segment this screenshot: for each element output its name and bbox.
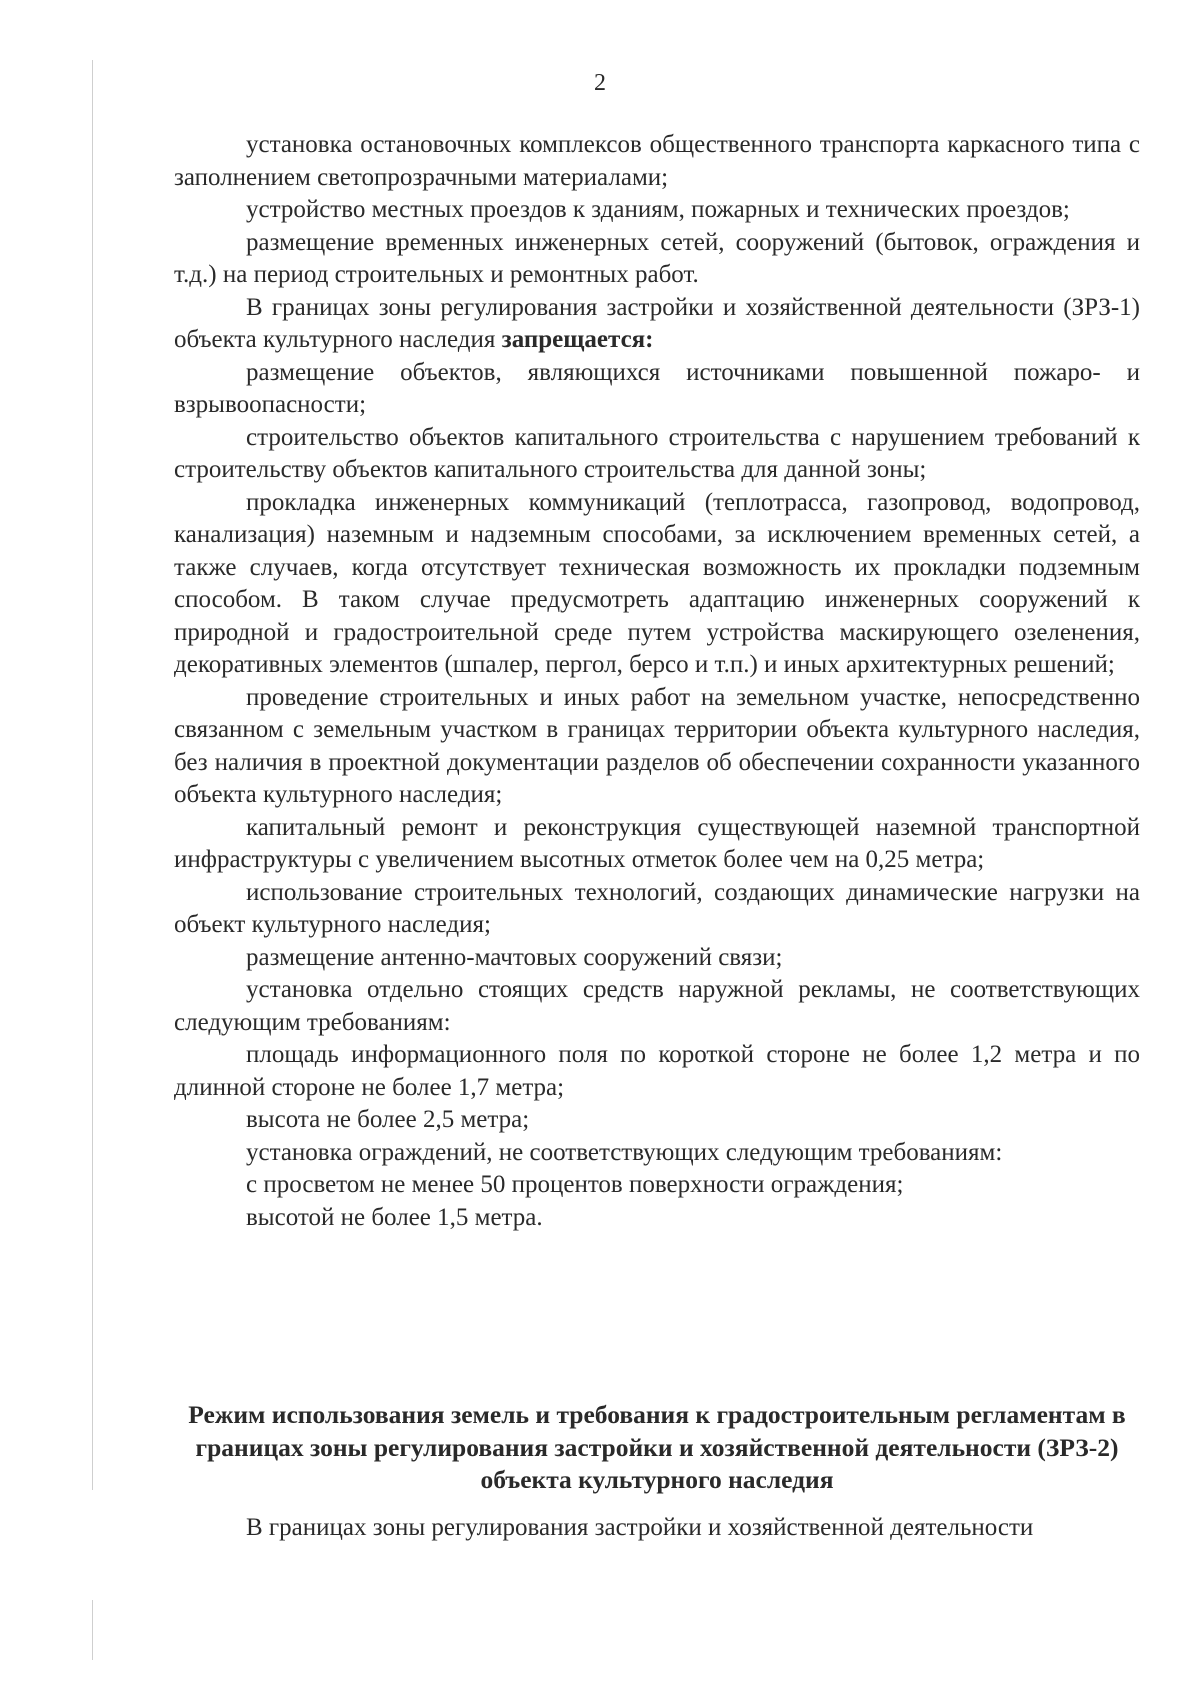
paragraph: капитальный ремонт и реконструкция существующей наземной транспортной инфраструктуры с увеличением высотных отметок более чем на 0,25 метра; (174, 813, 1140, 873)
paragraph: использование строительных технологий, создающих динамические нагрузки на объект культурного наследия; (174, 878, 1140, 938)
page-edge-lower (92, 1600, 93, 1660)
paragraph: устройство местных проездов к зданиям, пожарных и технических проездов; (246, 196, 1070, 223)
emphasis-prohibited: запрещается: (501, 326, 654, 353)
page-edge-upper (92, 60, 93, 1490)
paragraph: установка ограждений, не соответствующих следующим требованиям: (246, 1138, 1003, 1166)
paragraph: размещение временных инженерных сетей, сооружений (бытовок, ограждения и т.д.) на период строительных и ремонтных работ. (174, 228, 1140, 288)
page-number: 2 (594, 70, 606, 96)
paragraph: установка отдельно стоящих средств наружной рекламы, не соответствующих следующим требованиям: (174, 976, 1140, 1036)
paragraph: проведение строительных и иных работ на земельном участке, непосредственно связанном с земельным участком в границах территории объекта культурного наследия, без наличия в проектной документации разделов об обеспечении сохранности указанного объекта культурного наследия; (174, 683, 1140, 808)
paragraph: строительство объектов капитального строительства с нарушением требований к строительству объектов капитального строительства для данной зоны; (174, 423, 1140, 483)
paragraph: площадь информационного поля по короткой стороне не более 1,2 метра и по длинной стороне не более 1,7 метра; (174, 1041, 1140, 1101)
paragraph: размещение объектов, являющихся источниками повышенной пожаро- и взрывоопасности; (174, 358, 1140, 418)
paragraph: В границах зоны регулирования застройки и хозяйственной деятельности (246, 1514, 1034, 1541)
paragraph: высотой не более 1,5 метра. (246, 1203, 543, 1231)
paragraph: установка остановочных комплексов общественного транспорта каркасного типа с заполнением светопрозрачными материалами; (174, 131, 1140, 191)
document-body (174, 129, 1140, 1234)
paragraph: прокладка инженерных коммуникаций (теплотрасса, газопровод, водопровод, канализация) наземным и надземным способами, за исключением временных сетей, а также случаев, когда отсутствует техническая возможность их прокладки подземным способом. В таком случае предусмотреть адаптацию инженерных сооружений к природной и градостроительной среде путем устройства маскирующего озеленения, декоративных элементов (шпалер, пергол, берсо и т.п.) и иных архитектурных решений; (174, 488, 1140, 678)
paragraph (174, 292, 1140, 357)
paragraph: размещение антенно-мачтовых сооружений связи; (246, 943, 783, 971)
paragraph: с просветом не менее 50 процентов поверхности ограждения; (246, 1171, 904, 1198)
paragraph-text: В границах зоны регулирования застройки и хозяйственной деятельности (ЗРЗ-1) объекта культурного наследия (174, 293, 1140, 353)
paragraph: высота не более 2,5 метра; (246, 1106, 530, 1133)
section-heading: Режим использования земель и требования к градостроительным регламентам в границах зоны регулирования застройки и хозяйственной деятельности (ЗРЗ-2) объекта культурного наследия (188, 1400, 1126, 1494)
